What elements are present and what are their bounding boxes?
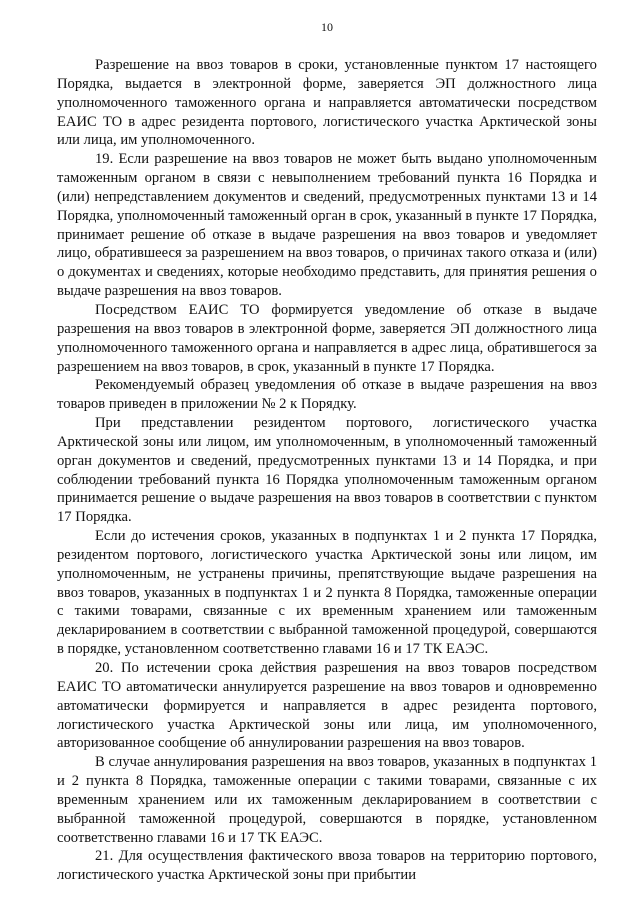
page-number: 10: [321, 20, 333, 34]
paragraph-annulment-operations: В случае аннулирования разрешения на ввоз товаров, указанных в подпунктах 1 и 2 пункта 8 Порядка, таможенные операции с такими товарами, связанные с их временным хранением или их таможенным декларированием в соответствии с выбранной таможенной процедурой, совершаются в порядке, установленном соответственно главами 16 и 17 ТК ЕАЭС.: [57, 754, 597, 846]
paragraph-refusal-notification: Посредством ЕАИС ТО формируется уведомление об отказе в выдаче разрешения на ввоз товаров в электронной форме, заверяется ЭП должностного лица уполномоченного таможенного органа и направляется в адрес лица, обратившегося за разрешением на ввоз товаров, в срок, указанный в пункте 17 Порядка.: [57, 301, 597, 375]
paragraph-unresolved-reasons: Если до истечения сроков, указанных в подпунктах 1 и 2 пункта 17 Порядка, резидентом портового, логистического участка Арктической зоны или лицом, им уполномоченным, не устранены причины, препятствующие выдаче разрешения на ввоз товаров, указанных в подпунктах 1 и 2 пункта 8 Порядка, таможенные операции с такими товарами, связанные с их временным хранением или таможенным декларированием в соответствии с выбранной таможенной процедурой, совершаются в порядке, установленном соответственно главами 16 и 17 ТК ЕАЭС.: [57, 528, 597, 658]
paragraph-permit-issuance: Разрешение на ввоз товаров в сроки, установленные пунктом 17 настоящего Порядка, выдается в электронной форме, заверяется ЭП должностного лица уполномоченного таможенного органа и направляется автоматически посредством ЕАИС ТО в адрес резидента портового, логистического участка Арктической зоны или лица, им уполномоченного.: [57, 57, 597, 149]
paragraph-sample-notification: Рекомендуемый образец уведомления об отказе в выдаче разрешения на ввоз товаров приведен в приложении № 2 к Порядку.: [57, 377, 597, 413]
document-body: [57, 56, 597, 885]
paragraph-permit-decision: При представлении резидентом портового, логистического участка Арктической зоны или лицом, им уполномоченным, в уполномоченный таможенный орган документов и сведений, предусмотренных пунктами 13 и 14 Порядка, и при соблюдении требований пункта 16 Порядка уполномоченным таможенным органом принимается решение о выдаче разрешения на ввоз товаров в соответствии с пунктом 17 Порядка.: [57, 415, 597, 526]
paragraph-20-annulment: 20. По истечении срока действия разрешения на ввоз товаров посредством ЕАИС ТО автоматически аннулируется разрешение на ввоз товаров и одновременно автоматически формируется и направляется в адрес резидента портового, логистического участка Арктической зоны или лица, им уполномоченного, авторизованное сообщение об аннулировании разрешения на ввоз товаров.: [57, 660, 597, 752]
paragraph-19-refusal: 19. Если разрешение на ввоз товаров не может быть выдано уполномоченным таможенным органом в связи с невыполнением требований пункта 16 Порядка и (или) непредставлением документов и сведений, предусмотренных пунктами 13 и 14 Порядка, уполномоченный таможенный орган в срок, указанный в пункте 17 Порядка, принимает решение об отказе в выдаче разрешения на ввоз товаров и уведомляет лицо, обратившееся за разрешением на ввоз товаров, о причинах такого отказа и (или) о документах и сведениях, которые необходимо представить, для принятия решения о выдаче разрешения на ввоз товаров.: [57, 151, 597, 300]
paragraph-21-actual-import: 21. Для осуществления фактического ввоза товаров на территорию портового, логистического участка Арктической зоны при прибытии: [57, 848, 597, 884]
